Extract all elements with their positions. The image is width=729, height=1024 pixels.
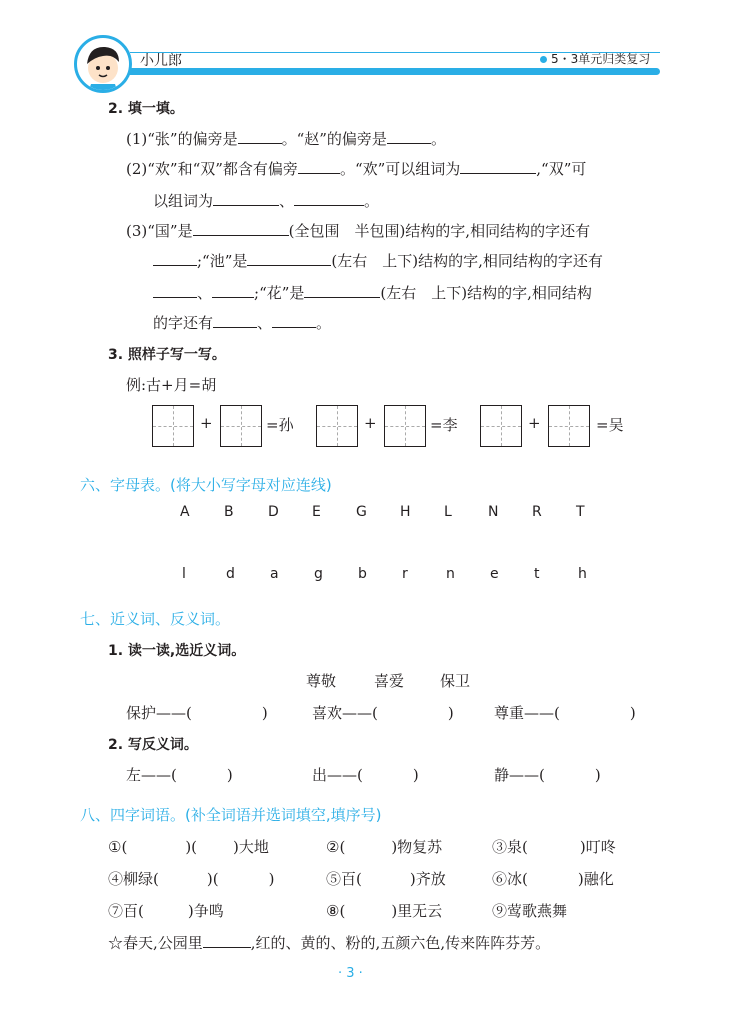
q3-example: 例:古+月=胡 <box>126 376 217 394</box>
lowercase-letter[interactable]: n <box>446 566 455 582</box>
fill-blank[interactable] <box>304 283 380 298</box>
sec7-sub1: 1. 读一读,选近义词。 <box>108 643 246 659</box>
boy-avatar-icon <box>74 35 132 93</box>
q3-title: 3. 照样子写一写。 <box>108 347 226 363</box>
writing-box[interactable] <box>480 405 522 447</box>
fill-sentence: ☆春天,公园里 ,红的、黄的、粉的,五颜六色,传来阵阵芬芳。 <box>108 934 551 952</box>
choice-word: 喜爱 <box>374 672 405 690</box>
fill-blank[interactable] <box>213 313 257 328</box>
fill-blank[interactable] <box>247 251 331 266</box>
uppercase-letter[interactable]: L <box>444 504 452 520</box>
sec7-sub2: 2. 写反义词。 <box>108 737 198 753</box>
uppercase-letter[interactable]: T <box>576 504 585 520</box>
antonym-item: 左——( ) <box>126 766 233 784</box>
brand-name: 小儿郎 <box>140 53 182 69</box>
idiom-item: ②( )物复苏 <box>326 838 443 856</box>
plus-sign: + <box>200 414 213 432</box>
antonym-item: 出——( ) <box>312 766 419 784</box>
idiom-item: ⑥冰( )融化 <box>492 870 614 888</box>
page-number: · 3 · <box>338 966 363 981</box>
uppercase-letter[interactable]: H <box>400 504 411 520</box>
q2-line2: (2)“欢”和“双”都含有偏旁 。“欢”可以组词为 ,“双”可 <box>126 160 587 178</box>
writing-box[interactable] <box>152 405 194 447</box>
q2-line6: 、 ;“花”是 (左右 上下)结构的字,相同结构 <box>153 282 592 303</box>
section8-title: 八、四字词语。(补全词语并选词填空,填序号) <box>80 806 382 824</box>
writing-box[interactable] <box>220 405 262 447</box>
plus-sign: + <box>528 414 541 432</box>
writing-box[interactable] <box>316 405 358 447</box>
fill-blank[interactable] <box>203 933 251 948</box>
section7-title: 七、近义词、反义词。 <box>80 610 231 628</box>
writing-box[interactable] <box>548 405 590 447</box>
uppercase-letter[interactable]: D <box>268 504 279 520</box>
idiom-row-1: ①( )( )大地 <box>108 838 269 856</box>
q2-line4: (3)“国”是 (全包围 半包围)结构的字,相同结构的字还有 <box>126 222 591 240</box>
fill-blank[interactable] <box>298 159 340 174</box>
lowercase-letter[interactable]: d <box>226 566 235 582</box>
section6-title: 六、字母表。(将大小写字母对应连线) <box>80 476 332 494</box>
uppercase-letter[interactable]: R <box>532 504 542 520</box>
idiom-item: ③泉( )叮咚 <box>492 838 616 856</box>
header-bar <box>100 68 660 75</box>
lowercase-letter[interactable]: h <box>578 566 587 582</box>
uppercase-letter[interactable]: E <box>312 504 321 520</box>
result-char: =吴 <box>596 416 624 434</box>
choice-word: 保卫 <box>440 672 471 690</box>
choice-word: 尊敬 <box>306 672 337 690</box>
uppercase-letter[interactable]: B <box>224 504 234 520</box>
fill-blank[interactable] <box>387 129 431 144</box>
plus-sign: + <box>364 414 377 432</box>
antonym-item: 静——( ) <box>494 766 601 784</box>
fill-blank[interactable] <box>272 313 316 328</box>
result-char: =孙 <box>266 416 294 434</box>
fill-blank[interactable] <box>294 191 364 206</box>
uppercase-letter[interactable]: N <box>488 504 499 520</box>
lowercase-letter[interactable]: a <box>270 566 279 582</box>
q2-title: 2. 填一填。 <box>108 101 184 117</box>
idiom-item: ⑧( )里无云 <box>326 902 443 920</box>
idiom-item: ⑨莺歌燕舞 <box>492 902 568 920</box>
lowercase-letter[interactable]: t <box>534 566 540 582</box>
q2-line3: 以组词为 、 。 <box>153 192 380 210</box>
fill-blank[interactable] <box>153 251 197 266</box>
result-char: =李 <box>430 416 458 434</box>
synonym-item: 喜欢——( ) <box>312 704 454 722</box>
writing-box[interactable] <box>384 405 426 447</box>
synonym-item: 保护——( ) <box>126 704 268 722</box>
lowercase-letter[interactable]: l <box>182 566 186 582</box>
synonym-item: 尊重——( ) <box>494 704 636 722</box>
fill-blank[interactable] <box>193 221 289 236</box>
idiom-item: ⑤百( )齐放 <box>326 870 446 888</box>
idiom-row-2: ④柳绿( )( ) <box>108 870 275 888</box>
idiom-row-3: ⑦百( )争鸣 <box>108 902 224 920</box>
q2-line5: ;“池”是 (左右 上下)结构的字,相同结构的字还有 <box>153 250 603 271</box>
lowercase-letter[interactable]: e <box>490 566 499 582</box>
unit-title: 5・3单元归类复习 <box>540 50 650 67</box>
lowercase-letter[interactable]: r <box>402 566 408 582</box>
uppercase-letter[interactable]: A <box>180 504 190 520</box>
fill-blank[interactable] <box>212 283 254 298</box>
lowercase-letter[interactable]: g <box>314 566 323 582</box>
fill-blank[interactable] <box>213 191 279 206</box>
q2-line1: (1)“张”的偏旁是 。“赵”的偏旁是 。 <box>126 130 446 148</box>
fill-blank[interactable] <box>238 129 282 144</box>
fill-blank[interactable] <box>153 283 197 298</box>
fill-blank[interactable] <box>460 159 536 174</box>
uppercase-letter[interactable]: G <box>356 504 367 520</box>
q2-line7: 的字还有 、 。 <box>153 314 332 332</box>
bullet-dot-icon <box>540 56 547 63</box>
lowercase-letter[interactable]: b <box>358 566 367 582</box>
